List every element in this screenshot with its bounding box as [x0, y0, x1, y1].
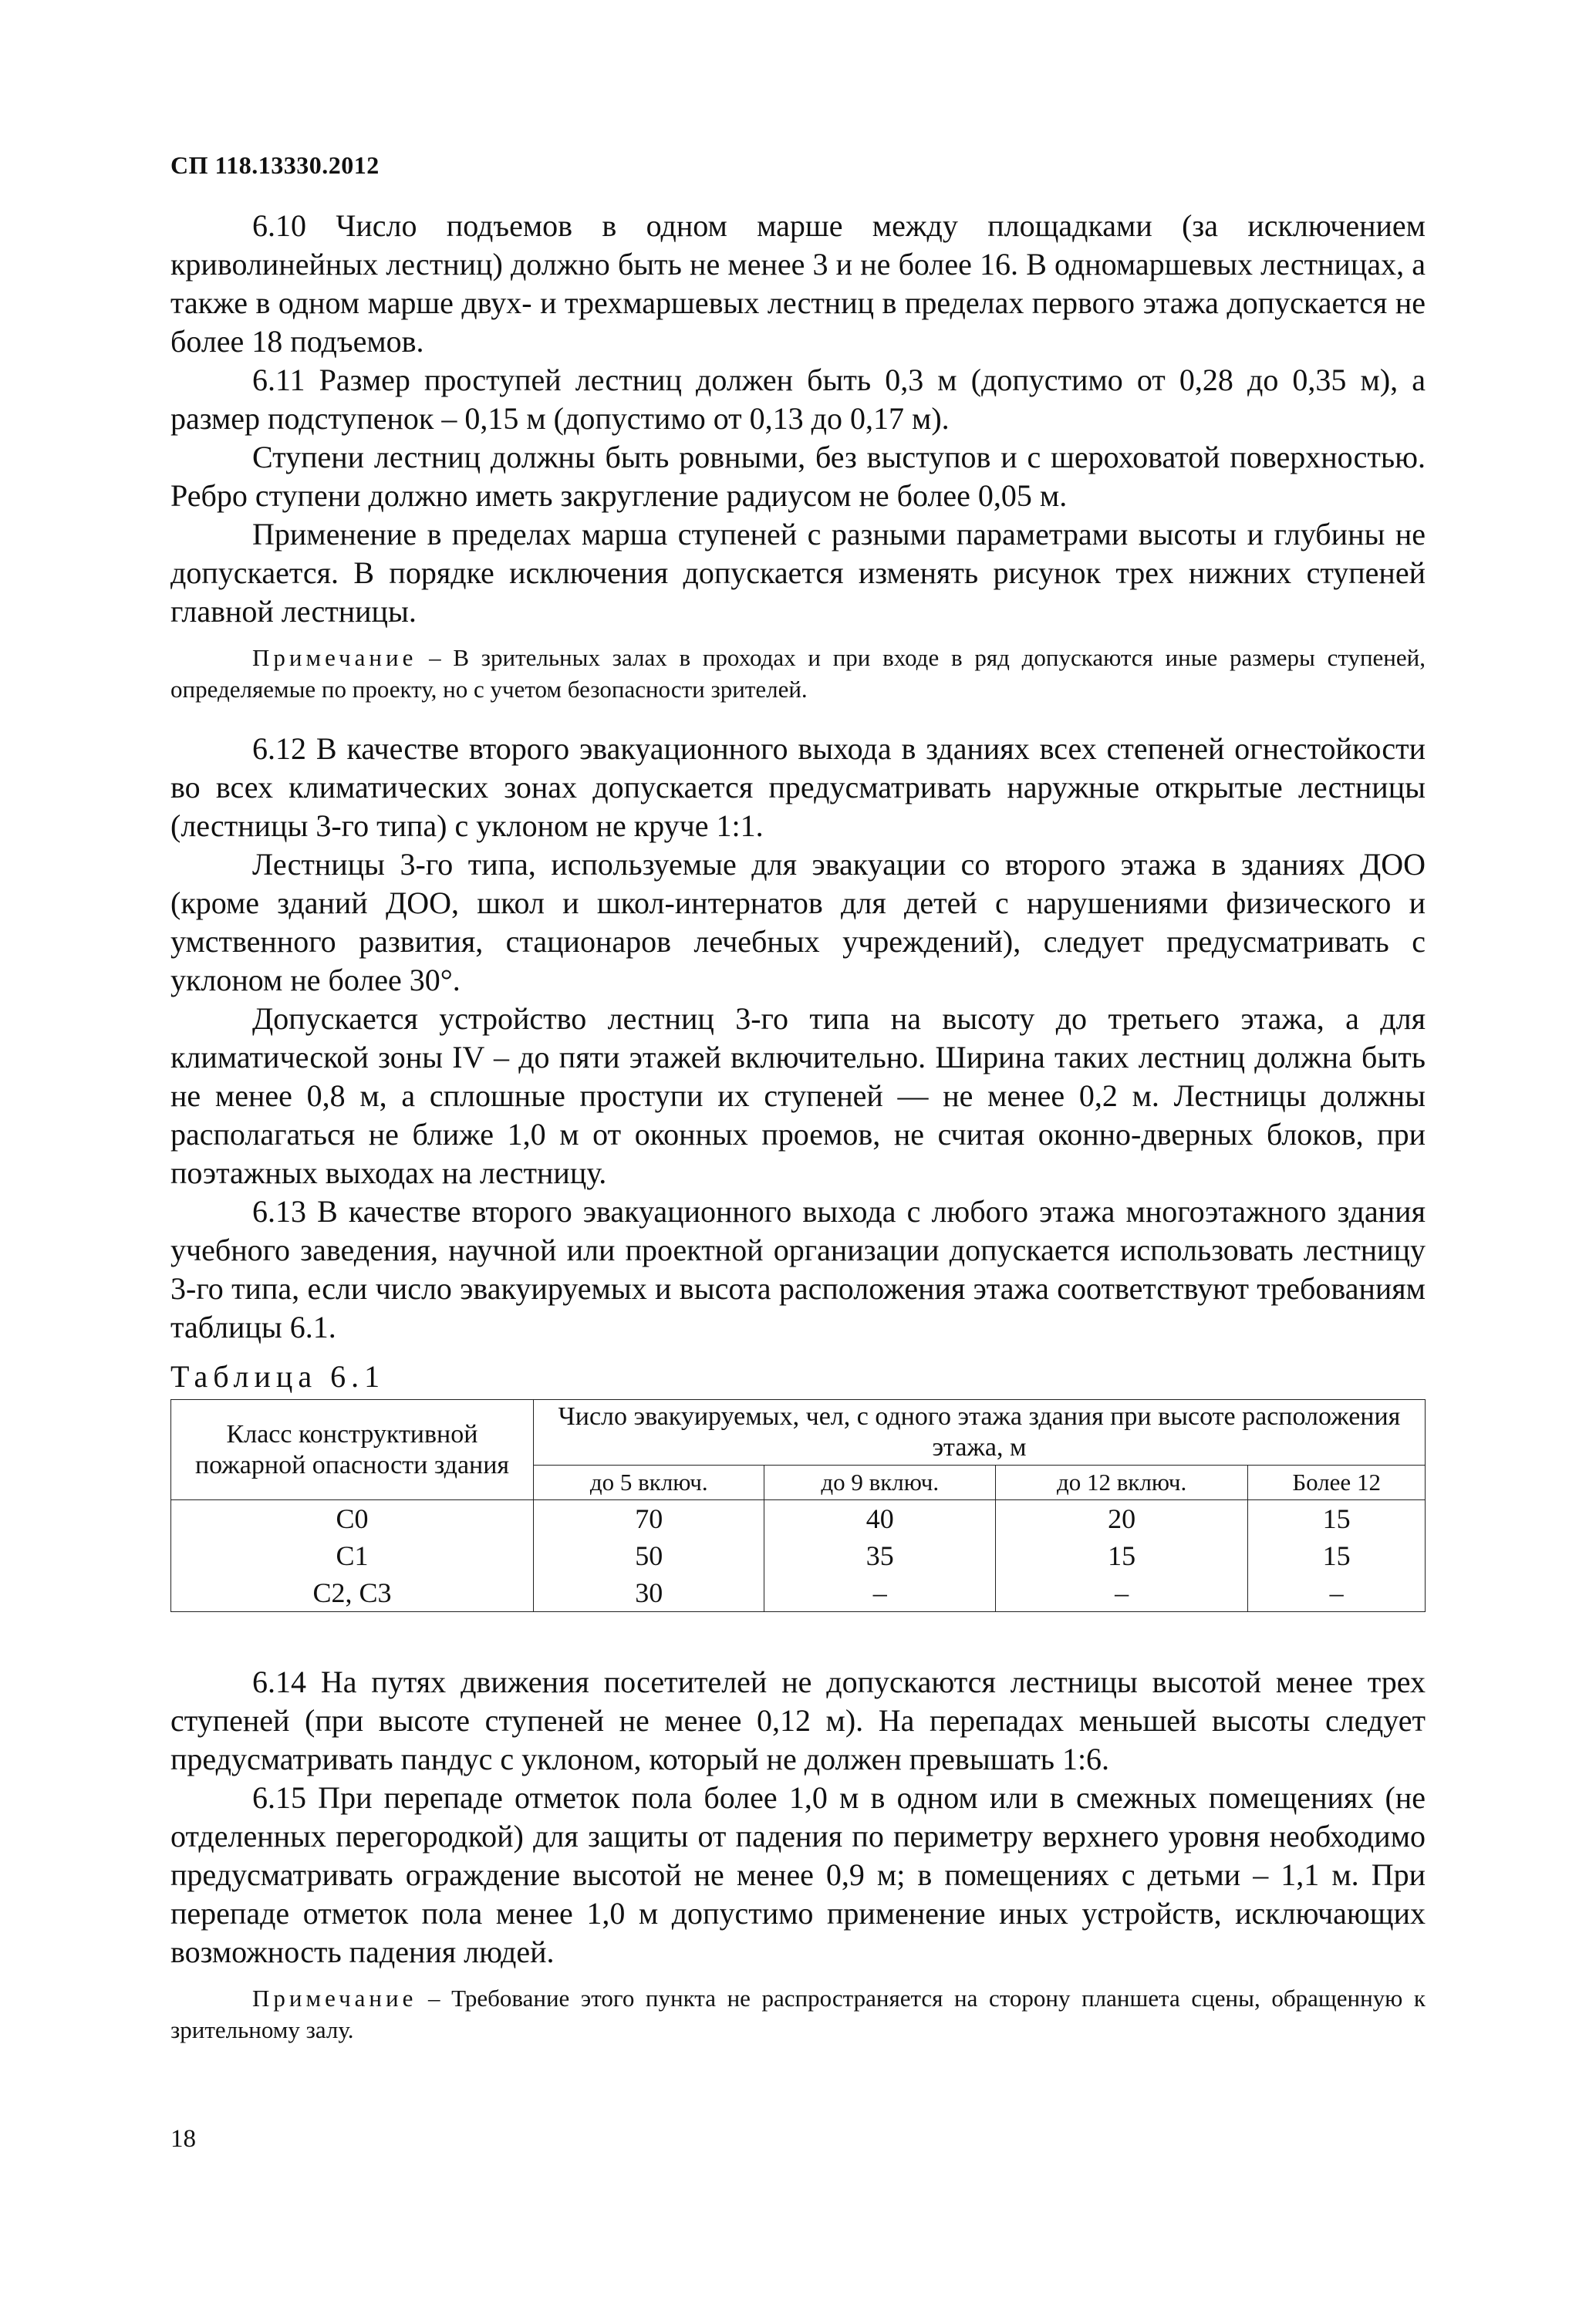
document-code-header: СП 118.13330.2012 [170, 151, 380, 179]
note-text: – В зрительных залах в проходах и при входе в ряд допускаются иные размеры ступеней, определяемые по проекту, но с учетом безопасности зрителей. [170, 644, 1426, 703]
table-cell: 70 [534, 1500, 764, 1538]
table-cell-class: С1 [171, 1537, 534, 1574]
table-cell: – [1248, 1574, 1426, 1612]
table-cell: 15 [1248, 1500, 1426, 1538]
paragraph-6-15: 6.15 При перепаде отметок пола более 1,0 м в одном или в смежных помещениях (не отделенных перегородкой) для защиты от падения по периметру верхнего уровня необходимо предусматривать ограждение высотой не менее 0,9 м; в помещениях с детьми – 1,1 м. При перепаде отметок пола менее 1,0 м допустимо применение иных устройств, исключающих возможность падения людей. [170, 1780, 1426, 1969]
table-cell: 40 [764, 1500, 995, 1538]
table-row [171, 1537, 1426, 1574]
table-row [171, 1574, 1426, 1612]
note-label: Примечание [252, 1985, 417, 2012]
note-label: Примечание [252, 644, 417, 671]
paragraph-6-12: 6.12 В качестве второго эвакуационного выхода в зданиях всех степеней огнестойкости во всех климатических зонах допускается предусматривать наружные открытые лестницы (лестницы 3-го типа) с уклоном не круче 1:1. [170, 731, 1426, 843]
table-caption: Таблица 6.1 [170, 1359, 386, 1394]
paragraph-6-13: 6.13 В качестве второго эвакуационного выхода с любого этажа многоэтажного здания учебного заведения, научной или проектной организации допускается использовать лестницу 3-го типа, если число эвакуируемых и высота расположения этажа соответствуют требованиям таблицы 6.1. [170, 1194, 1426, 1344]
table-cell: – [764, 1574, 995, 1612]
paragraph-6-14: 6.14 На путях движения посетителей не допускаются лестницы высотой менее трех ступеней (при высоте ступеней не менее 0,12 м). На перепадах меньшей высоты следует предусматривать пандус с уклоном, который не должен превышать 1:6. [170, 1665, 1426, 1776]
paragraph-type3-doo: Лестницы 3-го типа, используемые для эвакуации со второго этажа в зданиях ДОО (кроме зданий ДОО, школ и школ-интернатов для детей с нарушениями физического и умственного развития, стационаров лечебных учреждений), следует предусматривать с уклоном не более 30°. [170, 847, 1426, 997]
paragraph-steps-surface: Ступени лестниц должны быть ровными, без выступов и с шероховатой поверхностью. Ребро ступени должно иметь закругление радиусом не более 0,05 м. [170, 440, 1426, 513]
table-subheader: до 5 включ. [534, 1466, 764, 1500]
table-cell: – [995, 1574, 1247, 1612]
table-cell-class: С2, С3 [171, 1574, 534, 1612]
table-cell: 15 [1248, 1537, 1426, 1574]
table-cell: 15 [995, 1537, 1247, 1574]
table-row [171, 1500, 1426, 1538]
table-cell: 20 [995, 1500, 1247, 1538]
paragraph-6-11: 6.11 Размер проступей лестниц должен быть 0,3 м (допустимо от 0,28 до 0,35 м), а размер подступенок – 0,15 м (допустимо от 0,13 до 0,17 м). [170, 363, 1426, 436]
paragraph-6-10: 6.10 Число подъемов в одном марше между площадками (за исключением криволинейных лестниц) должно быть не менее 3 и не более 16. В одномаршевых лестницах, а также в одном марше двух- и трехмаршевых лестниц в пределах первого этажа допускается не более 18 подъемов. [170, 208, 1426, 359]
table-cell: 35 [764, 1537, 995, 1574]
table-subheader: Более 12 [1248, 1466, 1426, 1500]
table-cell-class: С0 [171, 1500, 534, 1538]
note-stage-planchet [170, 1982, 1426, 2046]
table-subheader: до 12 включ. [995, 1466, 1247, 1500]
table-subheader: до 9 включ. [764, 1466, 995, 1500]
table-6-1 [170, 1399, 1426, 1612]
table-header-evacuees: Число эвакуируемых, чел, с одного этажа здания при высоте расположения этажа, м [534, 1400, 1426, 1466]
note-text: – Требование этого пункта не распространяется на сторону планшета сцены, обращенную к зрительному залу. [170, 1985, 1426, 2043]
table-cell: 50 [534, 1537, 764, 1574]
table-cell: 30 [534, 1574, 764, 1612]
page-number: 18 [170, 2125, 196, 2153]
paragraph-steps-parameters: Применение в пределах марша ступеней с разными параметрами высоты и глубины не допускается. В порядке исключения допускается изменять рисунок трех нижних ступеней главной лестницы. [170, 517, 1426, 629]
note-auditorium-steps [170, 642, 1426, 705]
table-header-class: Класс конструктивной пожарной опасности здания [171, 1400, 534, 1500]
document-body [170, 207, 1426, 2046]
paragraph-type3-height: Допускается устройство лестниц 3-го типа на высоту до третьего этажа, а для климатической зоны IV – до пяти этажей включительно. Ширина таких лестниц должна быть не менее 0,8 м, а сплошные проступи их ступеней — не менее 0,2 м. Лестницы должны располагаться не ближе 1,0 м от оконных проемов, не считая оконно-дверных блоков, при поэтажных выходах на лестницу. [170, 1001, 1426, 1190]
